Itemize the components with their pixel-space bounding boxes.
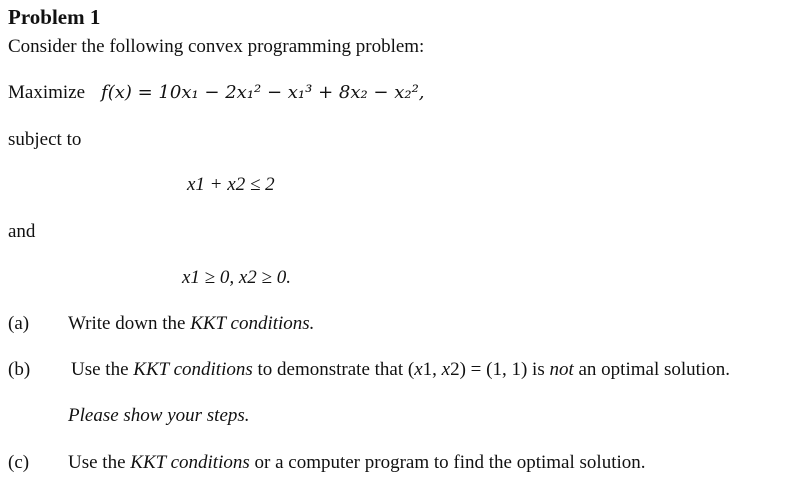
part-a-label: (a)	[8, 313, 30, 334]
part-b-label: (b)	[8, 359, 31, 380]
part-b-kkt-emphasis: KKT conditions	[133, 359, 253, 380]
part-a-kkt-emphasis: KKT conditions.	[190, 313, 315, 334]
part-b-text-4: 2) = (1, 1) is	[450, 359, 550, 380]
problem-intro: Consider the following convex programming problem:	[8, 36, 425, 57]
part-b-var-x1: x	[414, 359, 423, 380]
part-c-text	[68, 452, 646, 474]
and-label: and	[8, 221, 36, 242]
subject-to-label: subject to	[8, 129, 82, 150]
part-c-text-2: or a computer program to find the optimal solution.	[249, 452, 646, 473]
part-b-text	[71, 359, 730, 381]
part-a-text	[68, 313, 314, 335]
constraint-nonnegativity: x1 ≥ 0, x2 ≥ 0.	[182, 267, 291, 288]
constraint-sum: x1 + x2 ≤ 2	[187, 174, 275, 195]
part-b-text-1: Use the	[71, 359, 134, 380]
part-b-note: Please show your steps.	[68, 405, 250, 426]
part-c-text-1: Use the	[68, 452, 131, 473]
part-a-text-plain: Write down the	[68, 313, 191, 334]
part-b-var-x2: x	[441, 359, 451, 380]
objective-label: Maximize	[8, 82, 86, 103]
part-c-kkt-emphasis: KKT conditions	[130, 452, 250, 473]
part-b-text-3: 1,	[422, 359, 442, 380]
part-b-text-5: an optimal solution.	[573, 359, 730, 380]
part-b-text-2: to demonstrate that (	[252, 359, 415, 380]
problem-title: Problem 1	[8, 5, 101, 29]
objective-line	[8, 82, 425, 104]
part-b-not-emphasis: not	[549, 359, 574, 380]
objective-expression: f(x) = 10x₁ − 2x₁² − x₁³ + 8x₂ − x₂²,	[101, 82, 425, 103]
part-c-label: (c)	[8, 452, 30, 473]
